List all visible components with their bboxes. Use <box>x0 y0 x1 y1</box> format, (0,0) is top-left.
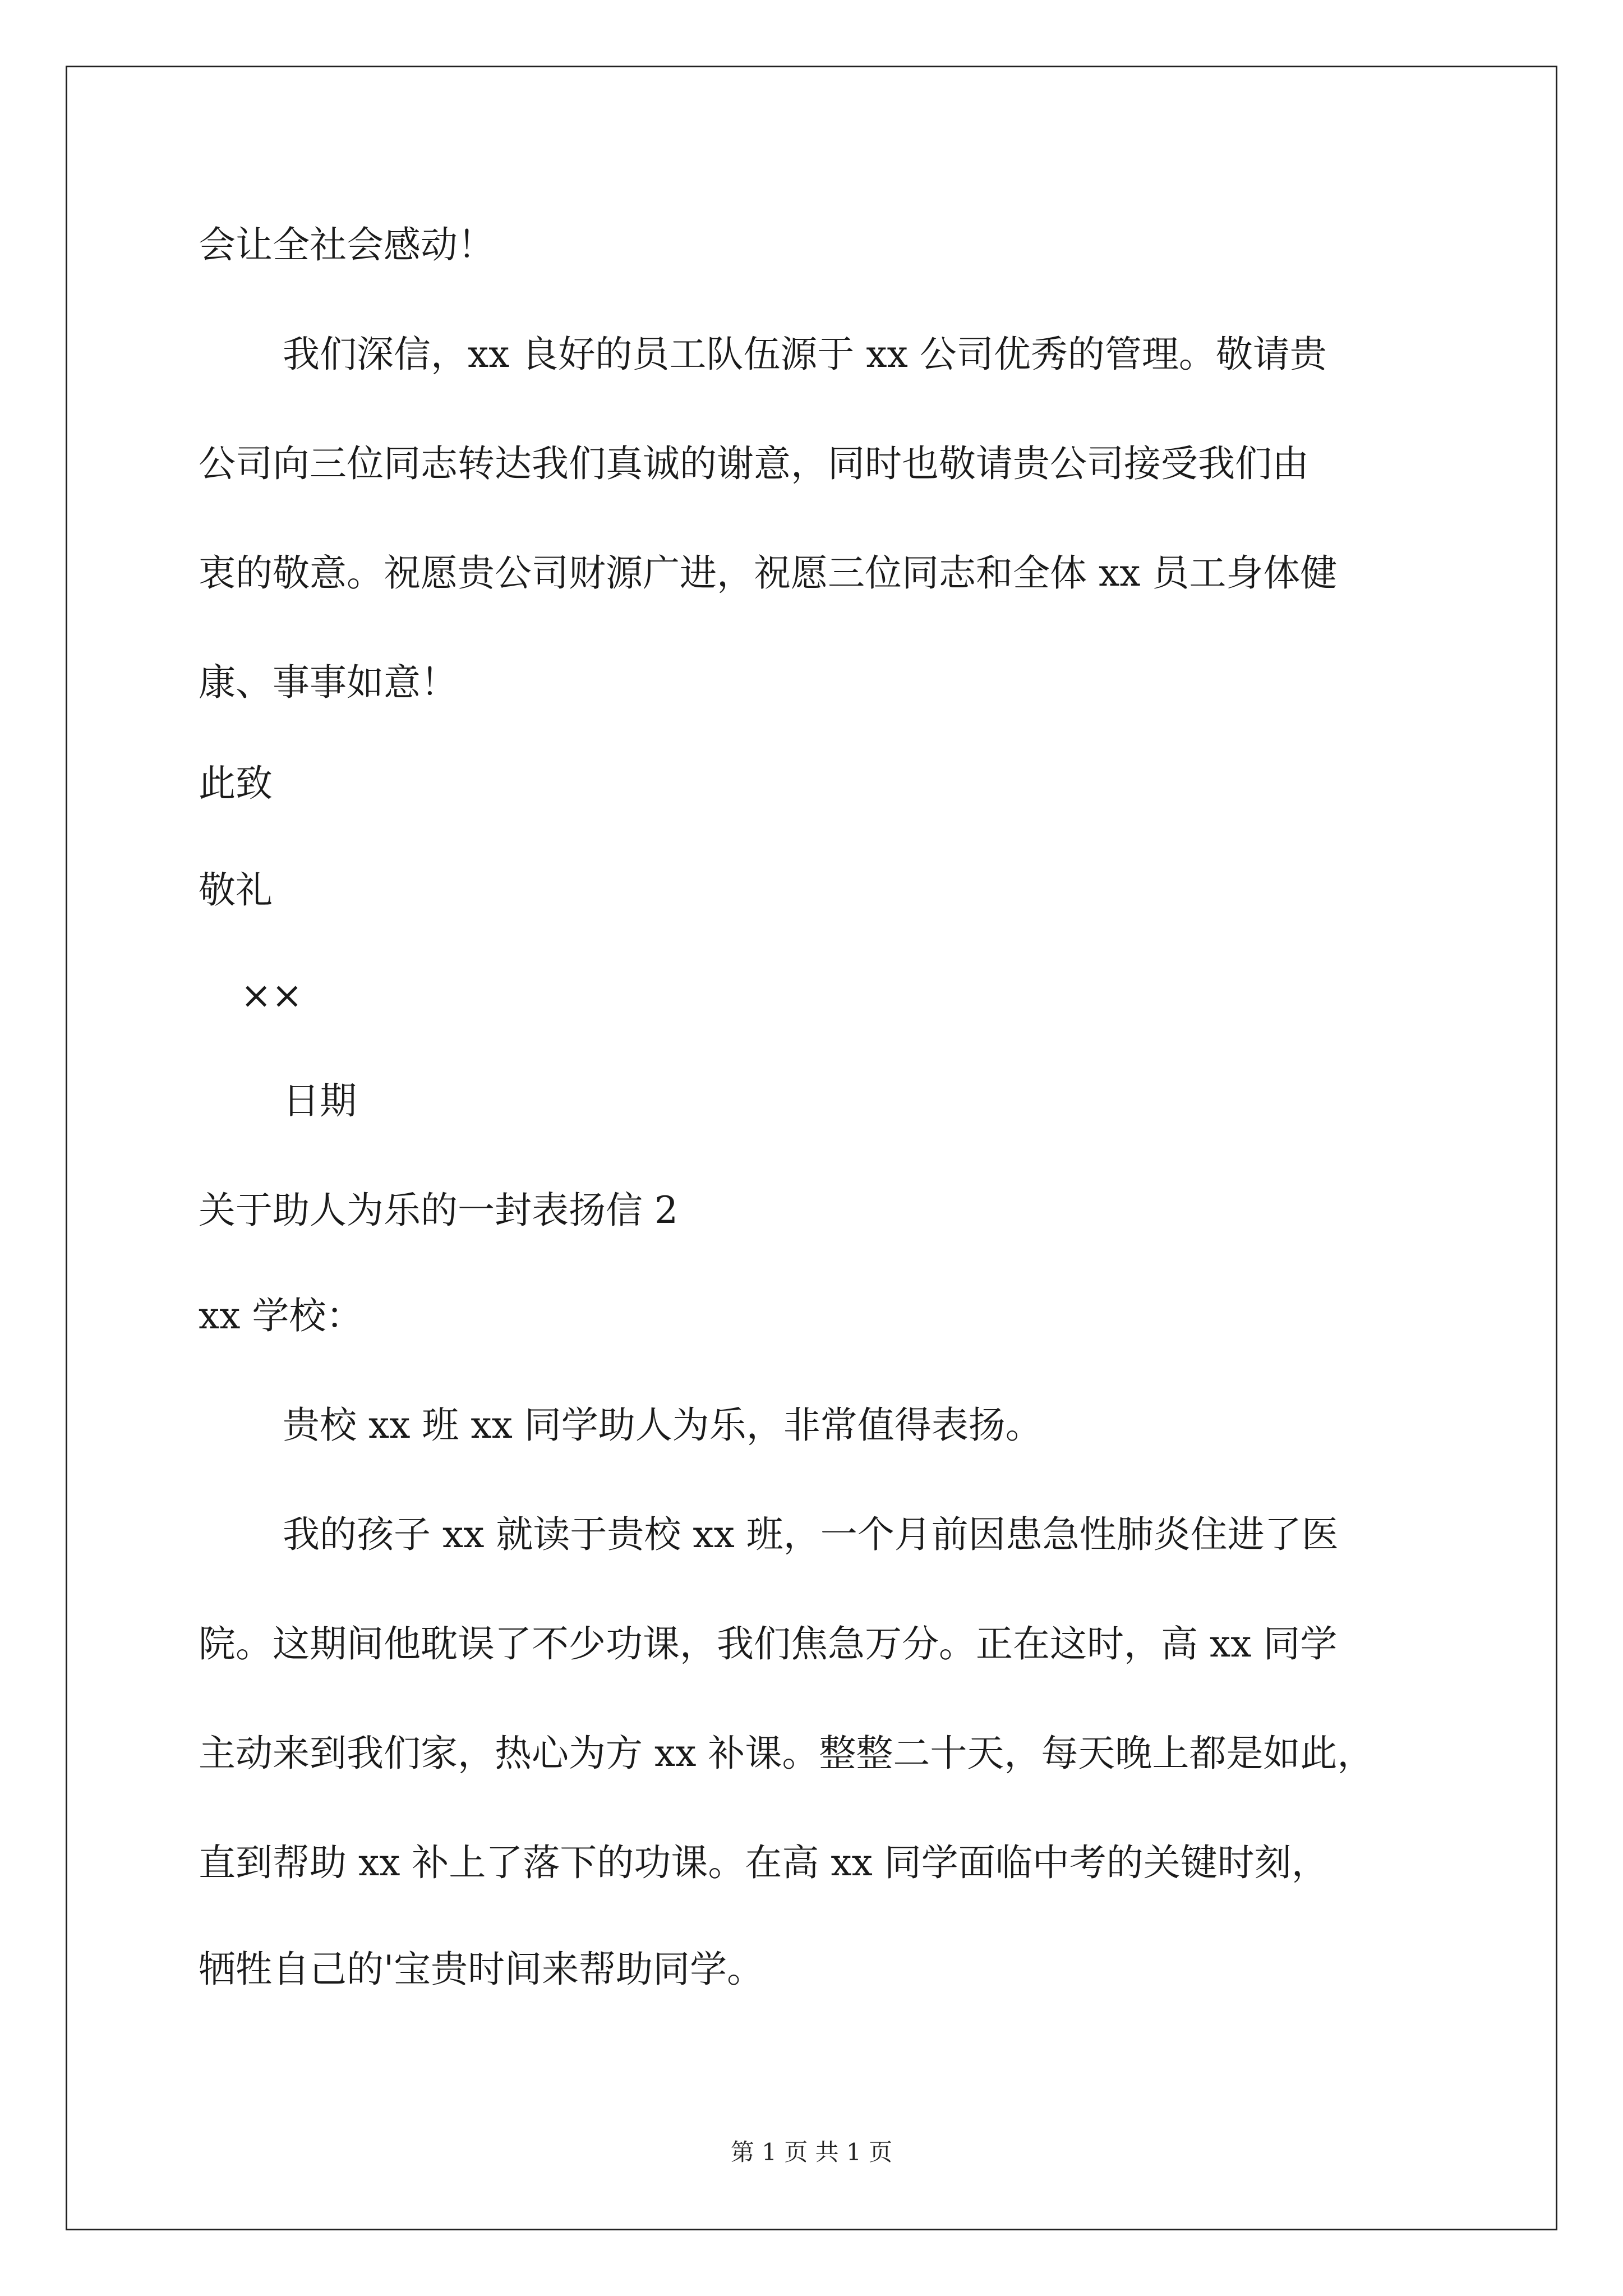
text-line: 康、事事如意！ <box>199 661 458 704</box>
signature: ×× <box>241 974 303 1017</box>
recipient-line: xx 学校： <box>199 1294 363 1337</box>
closing-salutation: 敬礼 <box>199 868 273 912</box>
text-line: 牺牲自己的'宝贵时间来帮助同学。 <box>199 1948 764 1991</box>
text-line: 公司向三位同志转达我们真诚的谢意，同时也敬请贵公司接受我们由 <box>199 442 1309 485</box>
page-number: 第 1 页 共 1 页 <box>730 2138 893 2166</box>
text-line: 会让全社会感动！ <box>199 223 495 266</box>
text-line: 衷的敬意。祝愿贵公司财源广进，祝愿三位同志和全体 xx 员工身体健 <box>199 551 1338 595</box>
text-line: 直到帮助 xx 补上了落下的功课。在高 xx 同学面临中考的关键时刻， <box>199 1841 1329 1884</box>
page-border <box>66 66 1557 2230</box>
closing-line: 此致 <box>199 762 273 805</box>
section-title: 关于助人为乐的一封表扬信 2 <box>199 1189 678 1232</box>
text-line: 我的孩子 xx 就读于贵校 xx 班，一个月前因患急性肺炎住进了医 <box>283 1513 1339 1556</box>
date-line: 日期 <box>283 1079 357 1122</box>
text-line: 我们深信，xx 良好的员工队伍源于 xx 公司优秀的管理。敬请贵 <box>283 333 1327 376</box>
text-line: 院。这期间他耽误了不少功课，我们焦急万分。正在这时，高 xx 同学 <box>199 1622 1338 1665</box>
text-line: 主动来到我们家，热心为方 xx 补课。整整二十天，每天晚上都是如此， <box>199 1732 1375 1775</box>
text-line: 贵校 xx 班 xx 同学助人为乐，非常值得表扬。 <box>283 1404 1043 1447</box>
